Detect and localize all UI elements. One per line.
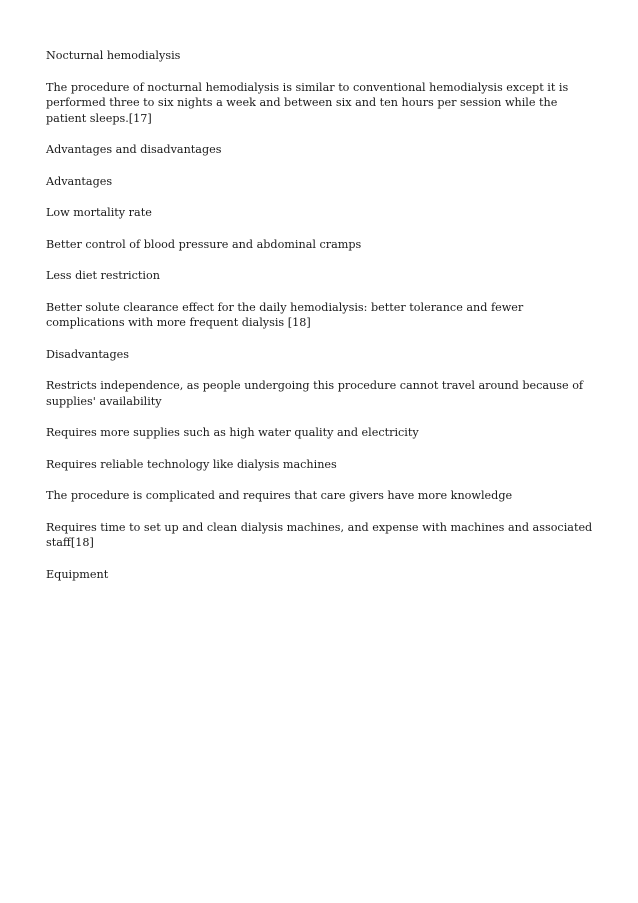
disadvantage-item: Requires more supplies such as high water quality and electricity: [46, 426, 419, 439]
advantage-item: Less diet restriction: [46, 269, 160, 282]
disadvantage-item: Requires reliable technology like dialysis machines: [46, 457, 337, 471]
subheading-disadvantages: Disadvantages: [46, 347, 130, 361]
advantage-item: Better control of blood pressure and abdominal cramps: [46, 237, 362, 251]
section-heading-advantages-disadvantages: Advantages and disadvantages: [46, 143, 222, 156]
disadvantage-item: Restricts independence, as people undergoing this procedure cannot travel around because of supplies' availability: [46, 379, 584, 408]
subheading-advantages: Advantages: [46, 174, 113, 188]
body-paragraph-procedure: The procedure of nocturnal hemodialysis is similar to conventional hemodialysis except it is performed three to six nights a week and between six and ten hours per session while the patient sleeps.[17]: [46, 80, 569, 125]
section-heading-equipment: Equipment: [46, 567, 109, 581]
advantage-item: Better solute clearance effect for the daily hemodialysis: better tolerance and fewer complications with more frequent dialysis [18]: [46, 300, 524, 329]
advantage-item: Low mortality rate: [46, 206, 152, 219]
document-page: [46, 48, 594, 598]
section-heading-nocturnal-hemodialysis: Nocturnal hemodialysis: [46, 49, 181, 62]
disadvantage-item: The procedure is complicated and requires that care givers have more knowledge: [46, 489, 513, 502]
disadvantage-item: Requires time to set up and clean dialysis machines, and expense with machines and associated staff[18]: [46, 520, 593, 549]
